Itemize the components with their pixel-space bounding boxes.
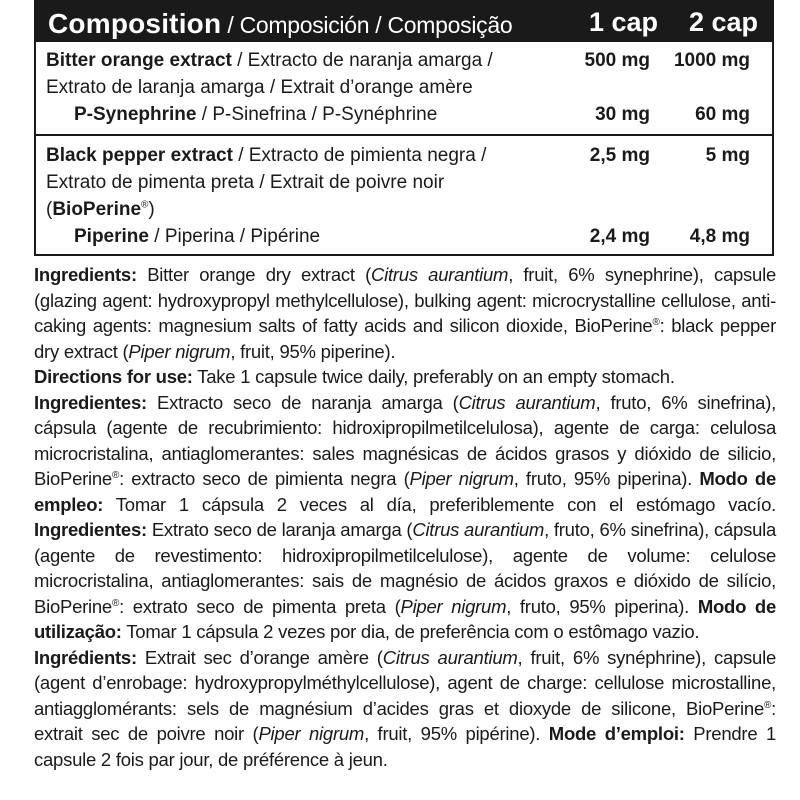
registered-mark: ®	[111, 597, 120, 609]
text-run: Tomar 1 cápsula 2 veces al día, preferiblemente con el estómago vacío.	[103, 493, 776, 515]
ingredient-name: Piperine	[74, 226, 149, 247]
ingredients-heading-fr: Ingrédients:	[34, 646, 137, 668]
ingredient-translations: / P-Sinefrina / P-Synéphrine	[196, 104, 438, 125]
composition-title	[48, 8, 512, 40]
text-run: Prendre 1 capsule 2 fois par jour, de préférence à jeun.	[34, 723, 777, 770]
ingredient-translations: / Extracto de naranja amarga /	[231, 50, 493, 71]
text-run: , fruto, 6% sinefrina), cápsula (agente de recubrimiento: hidroxipropilmetilcelulosa), agente de carga: celulosa microcristalina, antiaglomerantes: sales magnésicas de ácidos grasos y dióxido de silicio, BioPerine	[34, 391, 777, 489]
text-run: Extracto seco de naranja amarga (	[146, 391, 459, 413]
latin-name: Citrus aurantium	[371, 264, 509, 285]
row-description	[74, 101, 574, 128]
ingredient-translations: / Piperina / Pipérine	[148, 226, 321, 247]
ingredients-paragraph	[34, 262, 776, 364]
latin-name: Piper nigrum	[128, 340, 231, 362]
text-run: Extrato seco de laranja amarga (	[146, 519, 413, 540]
text-run: : black pepper dry extract (	[34, 315, 776, 362]
ingredient-translations: Extrato de pimenta preta / Extrait de poivre noir	[46, 172, 445, 193]
ingredient-translations: Extrato de laranja amarga / Extrait d’orange amère	[46, 77, 473, 98]
registered-mark: ®	[763, 699, 772, 711]
text-run: Take 1 capsule twice daily, preferably on an empty stomach.	[192, 366, 675, 387]
ingredients-heading-pt: Ingredientes:	[34, 519, 147, 540]
latin-name: Piper nigrum	[400, 595, 507, 617]
ingredients-heading-en: Ingredients:	[34, 264, 137, 285]
ingredient-translations: / Extracto de pimienta negra /	[232, 145, 487, 166]
latin-name: Piper nigrum	[409, 468, 514, 489]
latin-name: Citrus aurantium	[412, 519, 545, 540]
directions-heading-fr: Mode d’emploi:	[548, 723, 685, 744]
composition-title-translations: / Composición / Composição	[221, 12, 513, 38]
text-run: , fruto, 95% piperina).	[506, 595, 690, 617]
text-run: Extrait sec d’orange amère (	[136, 646, 383, 668]
text-run: , fruit, 6% synephrine), capsule (glazing agent: hydroxypropyl methylcellulose), bulking agent: microcrystalline cellulose, anti-caking agents: magnesium salts of fatty acids and silicon dioxide, BioPerine	[34, 264, 776, 336]
value-1-cap: 30 mg	[595, 104, 650, 125]
directions-paragraph	[34, 364, 776, 390]
paren-close: )	[148, 199, 155, 220]
ingredients-paragraph	[34, 390, 776, 645]
column-header-1-cap: 1 cap	[588, 7, 658, 37]
directions-heading-es: Modo de empleo:	[34, 468, 777, 515]
value-2-cap: 4,8 mg	[689, 226, 750, 247]
registered-mark: ®	[652, 316, 660, 328]
text-run: , fruit, 95% pipérine).	[364, 723, 541, 744]
row-description	[74, 223, 574, 250]
ingredients-heading-es: Ingredientes:	[34, 391, 147, 413]
text-run: : extracto seco de pimienta negra (	[119, 468, 410, 489]
ingredient-name: Bitter orange extract	[46, 50, 232, 71]
latin-name: Piper nigrum	[258, 723, 365, 744]
text-run: Tomar 1 cápsula 2 vezes por dia, de preferência com o estômago vazio.	[121, 621, 700, 642]
ingredient-name: Black pepper extract	[46, 145, 233, 166]
ingredient-name: P-Synephrine	[74, 104, 197, 125]
registered-mark: ®	[141, 199, 149, 211]
registered-mark: ®	[111, 469, 120, 481]
supplement-label	[34, 0, 777, 770]
ingredients-text-block	[34, 262, 776, 772]
value-1-cap: 500 mg	[584, 50, 650, 71]
composition-title-en: Composition	[48, 8, 222, 39]
text-run: : extrait sec de poivre noir (	[34, 697, 776, 744]
value-1-cap: 2,5 mg	[589, 145, 650, 166]
text-run: , fruit, 6% synéphrine), capsule (agent d’enrobage: hydroxypropylméthylcellulose), agent de charge: cellulose microstalline, antiagglomérants: sels de magnésium d’acides gras et dioxyde de silicone, BioPerine	[34, 646, 776, 719]
paren-open: (	[46, 199, 53, 220]
ingredients-paragraph	[34, 645, 776, 773]
brand-bioperine: BioPerine	[52, 199, 142, 220]
table-divider	[36, 134, 772, 136]
value-1-cap: 2,4 mg	[589, 226, 650, 247]
row-description	[46, 142, 546, 223]
latin-name: Citrus aurantium	[382, 646, 518, 668]
text-run: , fruto, 6% sinefrina), cápsula (agente de revestimento: hidroxipropilmetilcelulose), agente de volume: celulose microcristalina, antiaglomerantes: sais de magnésio de ácidos graxos e dióxido de silício, BioPerine	[34, 519, 777, 617]
value-2-cap: 5 mg	[705, 145, 750, 166]
value-2-cap: 1000 mg	[673, 50, 750, 71]
directions-heading-en: Directions for use:	[34, 366, 193, 387]
composition-header	[36, 2, 772, 42]
value-2-cap: 60 mg	[695, 104, 750, 125]
text-run: , fruto, 95% piperina).	[513, 468, 693, 489]
column-header-2-cap: 2 cap	[688, 7, 758, 37]
text-run: Bitter orange dry extract (	[136, 264, 372, 285]
composition-table	[34, 0, 774, 256]
text-run: : extrato seco de pimenta preta (	[119, 595, 401, 617]
row-description	[46, 47, 546, 101]
directions-heading-pt: Modo de utilização:	[34, 595, 776, 642]
text-run: , fruit, 95% piperine).	[230, 340, 396, 362]
latin-name: Citrus aurantium	[458, 391, 596, 413]
